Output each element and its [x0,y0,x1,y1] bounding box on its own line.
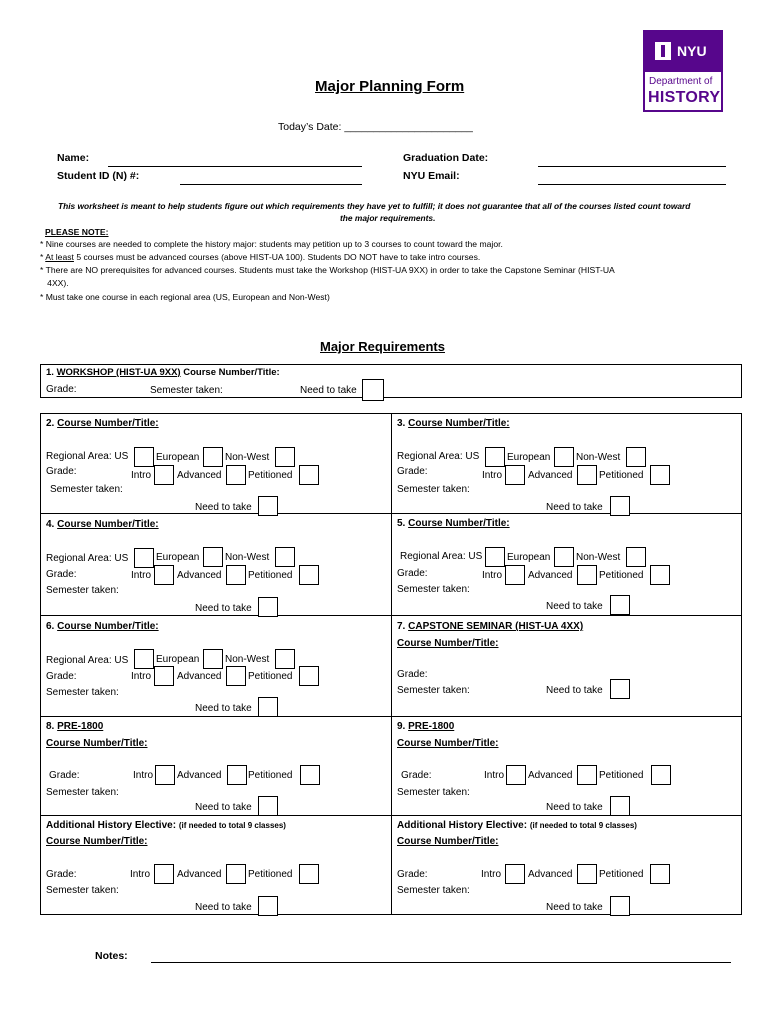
box4-need-checkbox[interactable] [258,597,278,617]
note-3: * There are NO prerequisites for advanced courses. Students must take the Workshop (HIST-UA 9XX) in order to take the Capstone Seminar (HIST-UA [40,265,615,275]
box9-intro-checkbox[interactable] [506,765,526,785]
box6-title: 6. Course Number/Title: [46,621,159,632]
elective-left-intro-label: Intro [130,869,151,880]
elective-left-title: Additional History Elective: (if needed to total 9 classes) [46,820,286,831]
box2-intro-label: Intro [131,470,152,481]
box8-semester-label: Semester taken: [46,787,119,798]
box2-european-checkbox[interactable] [203,447,223,467]
box6-intro-label: Intro [131,671,152,682]
box6-petitioned-checkbox[interactable] [299,666,319,686]
box3-petitioned-checkbox[interactable] [650,465,670,485]
box8-advanced-checkbox[interactable] [227,765,247,785]
box4-us-checkbox[interactable] [134,548,154,568]
workshop-need-checkbox[interactable] [362,379,384,401]
box4-petitioned-checkbox[interactable] [299,565,319,585]
box2-intro-checkbox[interactable] [154,465,174,485]
nyu-email-label: NYU Email: [403,170,460,182]
box9-need-label: Need to take [546,802,603,813]
page-title: Major Planning Form [315,78,465,95]
elective-right-advanced-checkbox[interactable] [577,864,597,884]
box8-petitioned-checkbox[interactable] [300,765,320,785]
box8-title: 8. PRE-1800 [46,721,104,732]
box3-need-checkbox[interactable] [610,496,630,516]
box4-semester-label: Semester taken: [46,585,119,596]
box5-intro-label: Intro [482,570,503,581]
box8-course-title: Course Number/Title: [46,738,148,749]
elective-right-intro-label: Intro [481,869,502,880]
notes-field[interactable] [151,962,731,963]
nyu-history-logo [643,30,723,112]
box2-need-label: Need to take [195,502,252,513]
elective-right-grade-label: Grade: [397,869,428,880]
please-note-heading: PLEASE NOTE: [45,227,109,237]
box4-european-checkbox[interactable] [203,547,223,567]
name-label: Name: [57,152,90,164]
box2-regional-label: Regional Area: US [46,451,129,462]
box9-semester-label: Semester taken: [397,787,470,798]
box6-advanced-checkbox[interactable] [226,666,246,686]
box9-course-title: Course Number/Title: [397,738,499,749]
box5-grade-label: Grade: [397,568,428,579]
box8-intro-label: Intro [133,770,154,781]
elective-left-need-label: Need to take [195,902,252,913]
box5-petitioned-checkbox[interactable] [650,565,670,585]
box5-need-checkbox[interactable] [610,595,630,615]
box5-need-label: Need to take [546,601,603,612]
box8-intro-checkbox[interactable] [155,765,175,785]
note-4: * Must take one course in each regional area (US, European and Non-West) [40,292,330,302]
grid-divider-h3 [40,716,742,717]
box4-grade-label: Grade: [46,569,77,580]
box2-petitioned-checkbox[interactable] [299,465,319,485]
box3-nonwest-label: Non-West [576,452,621,463]
box5-nonwest-label: Non-West [576,552,621,563]
elective-left-semester-label: Semester taken: [46,885,119,896]
elective-right-need-checkbox[interactable] [610,896,630,916]
box5-nonwest-checkbox[interactable] [626,547,646,567]
box7-need-checkbox[interactable] [610,679,630,699]
elective-left-petitioned-checkbox[interactable] [299,864,319,884]
box9-title: 9. PRE-1800 [397,721,455,732]
box6-european-checkbox[interactable] [203,649,223,669]
box3-nonwest-checkbox[interactable] [626,447,646,467]
box3-petitioned-label: Petitioned [599,470,644,481]
box5-advanced-label: Advanced [528,570,573,581]
name-field[interactable] [108,166,362,167]
box6-petitioned-label: Petitioned [248,671,293,682]
torch-icon [655,42,671,60]
elective-right-petitioned-label: Petitioned [599,869,644,880]
workshop-need-label: Need to take [300,385,357,396]
student-id-label: Student ID (N) #: [57,170,140,182]
box4-intro-label: Intro [131,570,152,581]
box4-intro-checkbox[interactable] [154,565,174,585]
logo-nyu-text: NYU [677,43,707,59]
box8-advanced-label: Advanced [177,770,222,781]
box4-advanced-label: Advanced [177,570,222,581]
workshop-grade-label: Grade: [46,384,77,395]
box6-need-label: Need to take [195,703,252,714]
elective-left-grade-label: Grade: [46,869,77,880]
box7-need-label: Need to take [546,685,603,696]
box8-need-checkbox[interactable] [258,796,278,816]
box5-semester-label: Semester taken: [397,584,470,595]
box5-petitioned-label: Petitioned [599,570,644,581]
box2-european-label: European [156,452,200,463]
box7-course-title: Course Number/Title: [397,638,499,649]
box9-grade-label: Grade: [401,770,432,781]
box9-advanced-label: Advanced [528,770,573,781]
elective-left-course-title: Course Number/Title: [46,836,148,847]
box9-intro-label: Intro [484,770,505,781]
box3-european-label: European [507,452,551,463]
box3-semester-label: Semester taken: [397,484,470,495]
box4-regional-label: Regional Area: US [46,553,129,564]
box3-us-checkbox[interactable] [485,447,505,467]
box5-regional-label: Regional Area: US [400,551,483,562]
box5-advanced-checkbox[interactable] [577,565,597,585]
box3-need-label: Need to take [546,502,603,513]
box4-title: 4. Course Number/Title: [46,519,159,530]
graduation-date-field[interactable] [538,166,726,167]
box5-us-checkbox[interactable] [485,547,505,567]
box2-us-checkbox[interactable] [134,447,154,467]
box3-title: 3. Course Number/Title: [397,418,510,429]
elective-right-need-label: Need to take [546,902,603,913]
box2-grade-label: Grade: [46,466,77,477]
todays-date-label: Today’s Date: ______________________ [278,121,473,133]
box5-european-checkbox[interactable] [554,547,574,567]
box8-petitioned-label: Petitioned [248,770,293,781]
box2-need-checkbox[interactable] [258,496,278,516]
box6-us-checkbox[interactable] [134,649,154,669]
box5-european-label: European [507,552,551,563]
elective-right-course-title: Course Number/Title: [397,836,499,847]
box8-grade-label: Grade: [49,770,80,781]
note-3-cont: 4XX). [40,278,69,288]
disclaimer-line-1: This worksheet is meant to help students figure out which requirements they have yet to fulfill; it does not guarantee that all of the courses listed count toward [58,201,691,211]
box4-european-label: European [156,552,200,563]
box6-advanced-label: Advanced [177,671,222,682]
box6-nonwest-checkbox[interactable] [275,649,295,669]
box3-advanced-label: Advanced [528,470,573,481]
box9-petitioned-checkbox[interactable] [651,765,671,785]
elective-left-intro-checkbox[interactable] [154,864,174,884]
box2-nonwest-label: Non-West [225,452,270,463]
logo-banner [645,32,721,72]
workshop-title: 1. WORKSHOP (HIST-UA 9XX) Course Number/Title: [46,367,280,378]
logo-dept-text: Department of [649,76,713,87]
box2-semester-label: Semester taken: [50,484,123,495]
box6-european-label: European [156,654,200,665]
major-requirements-heading: Major Requirements [320,339,445,354]
elective-right-advanced-label: Advanced [528,869,573,880]
grid-divider-h1 [40,513,742,514]
grid-divider-v [391,413,392,915]
box3-advanced-checkbox[interactable] [577,465,597,485]
box5-title: 5. Course Number/Title: [397,518,510,529]
box7-title: 7. CAPSTONE SEMINAR (HIST-UA 4XX) [397,621,584,632]
box3-intro-label: Intro [482,470,503,481]
grid-divider-h2 [40,615,742,616]
box4-advanced-checkbox[interactable] [226,565,246,585]
box7-semester-label: Semester taken: [397,685,470,696]
box3-european-checkbox[interactable] [554,447,574,467]
box2-advanced-checkbox[interactable] [226,465,246,485]
box5-intro-checkbox[interactable] [505,565,525,585]
box3-intro-checkbox[interactable] [505,465,525,485]
elective-left-petitioned-label: Petitioned [248,869,293,880]
logo-history-text: HISTORY [648,89,721,106]
box7-grade-label: Grade: [397,669,428,680]
elective-left-advanced-label: Advanced [177,869,222,880]
box4-petitioned-label: Petitioned [248,570,293,581]
note-1: * Nine courses are needed to complete the history major: students may petition up to 3 courses to count toward the major. [40,239,503,249]
box4-nonwest-checkbox[interactable] [275,547,295,567]
box2-title: 2. Course Number/Title: [46,418,159,429]
box4-need-label: Need to take [195,603,252,614]
disclaimer-line-2: the major requirements. [340,213,436,223]
box9-need-checkbox[interactable] [610,796,630,816]
box6-grade-label: Grade: [46,671,77,682]
student-id-field[interactable] [180,184,362,185]
workshop-semester-label: Semester taken: [150,385,223,396]
graduation-date-label: Graduation Date: [403,152,489,164]
box4-nonwest-label: Non-West [225,552,270,563]
box3-grade-label: Grade: [397,466,428,477]
box8-need-label: Need to take [195,802,252,813]
elective-right-petitioned-checkbox[interactable] [650,864,670,884]
box9-petitioned-label: Petitioned [599,770,644,781]
elective-right-semester-label: Semester taken: [397,885,470,896]
box6-regional-label: Regional Area: US [46,655,129,666]
notes-label: Notes: [95,950,128,962]
box6-intro-checkbox[interactable] [154,666,174,686]
nyu-email-field[interactable] [538,184,726,185]
box9-advanced-checkbox[interactable] [577,765,597,785]
grid-divider-h4 [40,815,742,816]
elective-left-need-checkbox[interactable] [258,896,278,916]
box3-regional-label: Regional Area: US [397,451,480,462]
box6-semester-label: Semester taken: [46,687,119,698]
box2-advanced-label: Advanced [177,470,222,481]
box2-petitioned-label: Petitioned [248,470,293,481]
elective-left-advanced-checkbox[interactable] [226,864,246,884]
box6-nonwest-label: Non-West [225,654,270,665]
box2-nonwest-checkbox[interactable] [275,447,295,467]
box6-need-checkbox[interactable] [258,697,278,717]
note-2: * At least 5 courses must be advanced courses (above HIST-UA 100). Students DO NOT have to take intro courses. [40,252,481,262]
elective-right-title: Additional History Elective: (if needed to total 9 classes) [397,820,637,831]
elective-right-intro-checkbox[interactable] [505,864,525,884]
